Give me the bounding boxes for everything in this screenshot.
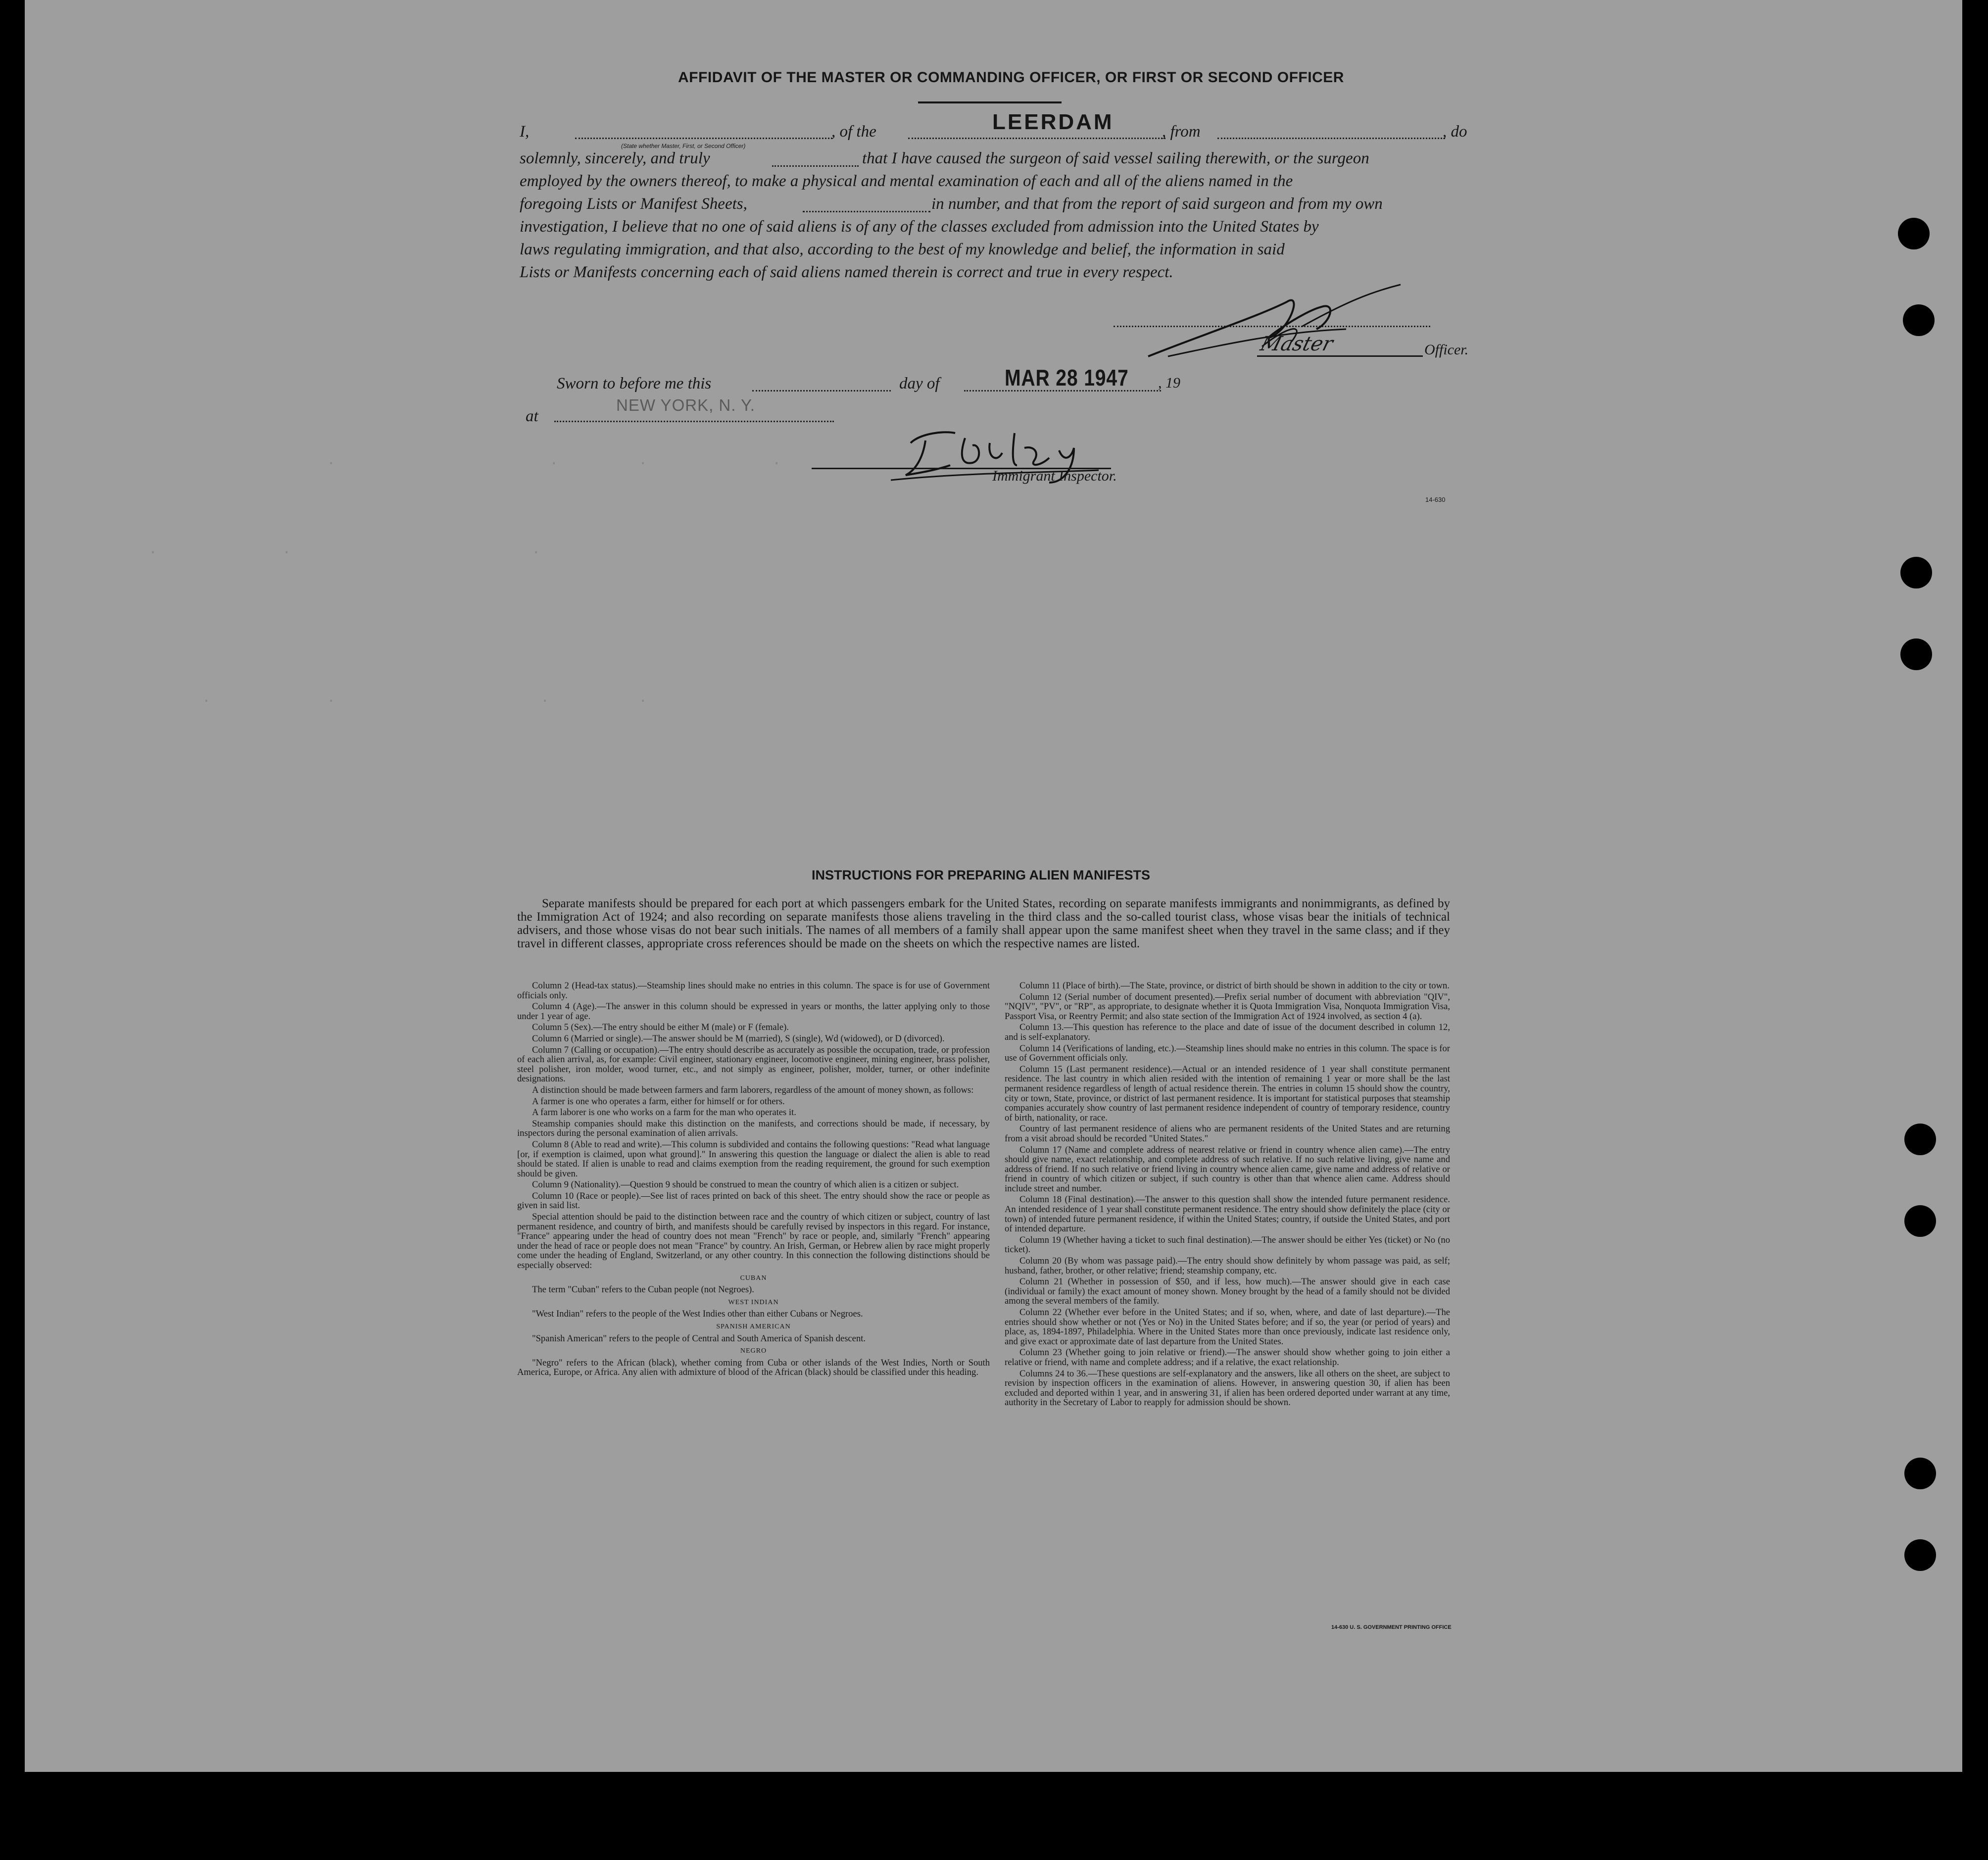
definition-negro: "Negro" refers to the African (black), whether coming from Cuba or other islands of the West Indies, North or South America, Europe, or Africa. Any alien with admixture of blood of the African (black) should be classified under this heading. (517, 1357, 990, 1378)
day-of-label: day of (899, 375, 940, 392)
punch-hole (1904, 1539, 1936, 1571)
instruction-col20: Column 20 (By whom was passage paid).—The entry should show definitely by whom passage was paid, as self; husband, father, brother, or other relative; friend; steamship company, etc. (1005, 1256, 1450, 1276)
affidavit-line-3: employed by the owners thereof, to make a physical and mental examination of each and all of the aliens named in the (520, 172, 1293, 190)
instruction-col24-36: Columns 24 to 36.—These questions are self-explanatory and the answers, like all others on the sheet, are subject to revision by inspection officers in the examination of aliens. However, in answering question 30, if alien has been excluded and deported within 1 year, and in answering 31, if alien has been ordered deported under warrant at any time, authority in the Secretary of Labor to reapply for admission should be shown. (1005, 1368, 1450, 1408)
officer-type-blank (575, 138, 832, 139)
instruction-col17: Column 17 (Name and complete address of nearest relative or friend in country whence alien came).—The entry should give name, exact relationship, and complete address of such relative. If no such relative living, give name and address of friend. If no such relative or friend living in country whence alien came, give name and address of relative or friend in country of which citizen or subject, if such country is other than that whence alien came. Address should include street and number. (1005, 1144, 1450, 1194)
affidavit-line-5: investigation, I believe that no one of said aliens is of any of the classes excluded from admission into the United States by (520, 218, 1319, 236)
instruction-col11: Column 11 (Place of birth).—The State, province, or district of birth should be shown in addition to the city or town. (1019, 980, 1450, 991)
signature-underline (1257, 355, 1423, 357)
definition-spanish-american: "Spanish American" refers to the people of Central and South America of Spanish descent. (532, 1333, 866, 1344)
instruction-col18: Column 18 (Final destination).—The answer to this question shall show the intended future permanent residence. An intended residence of 1 year shall constitute permanent residence. The entry should show definitely the place (city or town) of intended future permanent residence, if within the United States; country, if outside the United States, and port of intended departure. (1005, 1194, 1450, 1234)
oath-blank (772, 165, 859, 167)
instructions-left-column (517, 981, 990, 1379)
definition-cuban: The term "Cuban" refers to the Cuban people (not Negroes). (532, 1284, 754, 1295)
bleed-through-text: · · · · (148, 455, 781, 472)
affidavit-line-7: Lists or Manifests concerning each of said aliens named therein is correct and true in every respect. (520, 263, 1173, 281)
punch-hole (1900, 557, 1932, 588)
instructions-right-column (1005, 981, 1450, 1409)
form-number: 14-630 (1425, 496, 1446, 503)
affidavit-title: AFFIDAVIT OF THE MASTER OR COMMANDING OFFICER, OR FIRST OR SECOND OFFICER (678, 69, 1344, 86)
instruction-farm-laborer: A farm laborer is one who works on a farm for the man who operates it. (532, 1107, 796, 1118)
year-prefix: , 19 (1158, 375, 1180, 391)
heading-west-indian: WEST INDIAN (728, 1298, 779, 1306)
affidavit-line-6: laws regulating immigration, and that also, according to the best of my knowledge and belief, the information in said (520, 241, 1285, 258)
heading-negro: NEGRO (740, 1347, 767, 1355)
at-label: at (526, 407, 538, 425)
instruction-col15: Column 15 (Last permanent residence).—Actual or an intended residence of 1 year shall constitute permanent residence. The last country in which alien resided with the intention of remaining 1 year or more shall be the last permanent residence regardless of length of actual residence therein. The entries in column 15 should show the country, city or town, State, province, or district of last permanent residence. It is important for statistical purposes that steamship companies accurately show country of last permanent residence independent of country of temporary residence, country of birth, nationality, or race. (1005, 1064, 1450, 1123)
sworn-label: Sworn to before me this (557, 375, 712, 392)
ship-blank (908, 138, 1165, 139)
place-blank (554, 421, 834, 422)
heading-spanish-american: SPANISH AMERICAN (716, 1323, 791, 1330)
instructions-title: INSTRUCTIONS FOR PREPARING ALIEN MANIFESTS (812, 868, 1151, 882)
punch-hole (1904, 1205, 1936, 1237)
definition-west-indian: "West Indian" refers to the people of the West Indies other than either Cubans or Negroes. (532, 1309, 863, 1320)
instruction-steamship: Steamship companies should make this distinction on the manifests, and corrections should be made, if necessary, by inspectors during the personal examination of alien arrivals. (517, 1118, 990, 1139)
instruction-country-residence: Country of last permanent residence of aliens who are permanent residents of the United States and are returning from a visit abroad should be recorded "United States." (1005, 1124, 1450, 1144)
instruction-col8: Column 8 (Able to read and write).—This column is subdivided and contains the following questions: "Read what language [or, if exemption is claimed, upon what ground]." In answering this question the language or dialect the alien is able to read should be stated. If alien is unable to read and claims exemption from the reading requirement, the ground for such exemption should be given. (517, 1139, 990, 1179)
instruction-col22: Column 22 (Whether ever before in the United States; and if so, when, where, and date of last departure).—The entries should show whether or not (Yes or No) in the United States before; and if so, the year (or period of years) and place, as, 1894-1897, Philadelphia. Where in the United States more than once previously, indicate last residence only, and give exact or approximate date of last departure from the United States. (1005, 1307, 1450, 1347)
punch-hole (1898, 218, 1930, 249)
inspector-label: Immigrant Inspector. (992, 468, 1117, 484)
instruction-farmer: A farmer is one who operates a farm, either for himself or for others. (532, 1096, 785, 1107)
instructions-intro: Separate manifests should be prepared for each port at which passengers embark for the United States, recording on separate manifests immigrants and nonimmigrants, as defined by the Immigration Act of 1924; and also recording on separate manifests those aliens traveling in the third class and the so-called tourist class, whose visas bear the initials of technical advisers, and those whose visas do not bear such initials. The names of all members of a family shall appear upon the same manifest sheet when they travel in the same class; and if they travel in different classes, appropriate cross references should be made on the sheets on which the respective names are listed. (517, 897, 1450, 950)
instruction-col5: Column 5 (Sex).—The entry should be either M (male) or F (female). (532, 1022, 789, 1033)
punch-hole (1900, 638, 1932, 670)
punch-hole (1903, 304, 1935, 336)
instruction-farm-distinction: A distinction should be made between farmers and farm laborers, regardless of the amount of money shown, as follows: (532, 1084, 974, 1095)
count-blank (803, 211, 930, 212)
instruction-col21: Column 21 (Whether in possession of $50, and if less, how much).—The answer should give in each case (individual or family) the exact amount of money shown. Money brought by the head of a family should not be divided among the several members of the family. (1005, 1276, 1450, 1307)
printing-office-footer: 14-630 U. S. GOVERNMENT PRINTING OFFICE (1331, 1624, 1452, 1630)
instruction-col2: Column 2 (Head-tax status).—Steamship lines should make no entries in this column. The space is for use of Government officials only. (517, 980, 990, 1001)
officer-type-note: (State whether Master, First, or Second Officer) (621, 143, 746, 149)
officer-signature-text: Master (1258, 333, 1336, 355)
affidavit-line-2b: that I have caused the surgeon of said vessel sailing therewith, or the surgeon (862, 149, 1369, 167)
of-the-label: , of the (831, 123, 876, 141)
from-blank (1217, 138, 1445, 139)
instruction-col19: Column 19 (Whether having a ticket to such final destination).—The answer should be either Yes (ticket) or No (no ticket). (1005, 1234, 1450, 1255)
instruction-special-attention: Special attention should be paid to the distinction between race and the country of which citizen or subject, country of last permanent residence, and country of birth, and manifests should be carefully revised by inspectors in this regard. For instance, "France" appearing under the head of country does not mean "French" by race or people, and, similarly "French" appearing under the head of race or people does not mean "France" by country. An Irish, German, or Hebrew alien by race might properly come under the heading of England, Switzerland, or any other country. In this connection the following distinctions should be especially observed: (517, 1212, 990, 1271)
instruction-col7: Column 7 (Calling or occupation).—The entry should describe as accurately as possible the occupation, trade, or profession of each alien arrival, as, for example: Civil engineer, stationary engineer, locomotive engineer, mining engineer, brass polisher, steel polisher, iron molder, wood turner, etc., and not simply as engineer, polisher, molder, turner, or other indefinite designations. (517, 1044, 990, 1084)
instruction-col10: Column 10 (Race or people).—See list of races printed on back of this sheet. The entry should show the race or people as given in said list. (517, 1190, 990, 1211)
do-label: , do (1443, 123, 1467, 141)
affidavit-line-4b: in number, and that from the report of said surgeon and from my own (931, 195, 1383, 213)
punch-hole (1904, 1458, 1936, 1489)
affidavit-line-4a: foregoing Lists or Manifest Sheets, (520, 195, 747, 213)
title-rule (918, 101, 1062, 103)
place-stamp: NEW YORK, N. Y. (616, 396, 755, 414)
officer-label: Officer. (1424, 342, 1469, 358)
instruction-col13: Column 13.—This question has reference to the place and date of issue of the document described in column 12, and is self-explanatory. (1005, 1022, 1450, 1042)
date-stamp: MAR 28 1947 (1005, 365, 1129, 391)
instruction-col6: Column 6 (Married or single).—The answer should be M (married), S (single), Wd (widowed), or D (divorced). (532, 1033, 945, 1044)
bleed-through-text: · · · (148, 544, 541, 561)
bleed-through-text: · · · · (148, 693, 648, 710)
ship-name: LEERDAM (992, 110, 1114, 134)
punch-hole (1904, 1124, 1936, 1155)
heading-cuban: CUBAN (740, 1274, 767, 1282)
affidavit-line-2a: solemnly, sincerely, and truly (520, 149, 710, 167)
affidavit-i: I, (520, 123, 530, 141)
from-label: , from (1162, 123, 1201, 141)
instruction-col4: Column 4 (Age).—The answer in this column should be expressed in years or months, the latter applying only to those under 1 year of age. (517, 1001, 990, 1022)
instruction-col9: Column 9 (Nationality).—Question 9 should be construed to mean the country of which alien is a citizen or subject. (532, 1179, 959, 1190)
affidavit-line-1 (520, 123, 529, 141)
instruction-col14: Column 14 (Verifications of landing, etc.).—Steamship lines should make no entries in this column. The space is for use of Government officials only. (1005, 1043, 1450, 1064)
sworn-day-blank (752, 390, 891, 392)
instruction-col23: Column 23 (Whether going to join relative or friend).—The answer should show whether going to join either a relative or friend, with name and complete address; and if a relative, the exact relationship. (1005, 1347, 1450, 1368)
instruction-col12: Column 12 (Serial number of document presented).—Prefix serial number of document with abbreviation "QIV", "NQIV", "PV", or "RP", as appropriate, to designate whether it is Quota Immigration Visa, Nonquota Immigration Visa, Passport Visa, or Reentry Permit; and also state section of the Immigration Act of 1924 involved, as section 4 (a). (1005, 991, 1450, 1022)
